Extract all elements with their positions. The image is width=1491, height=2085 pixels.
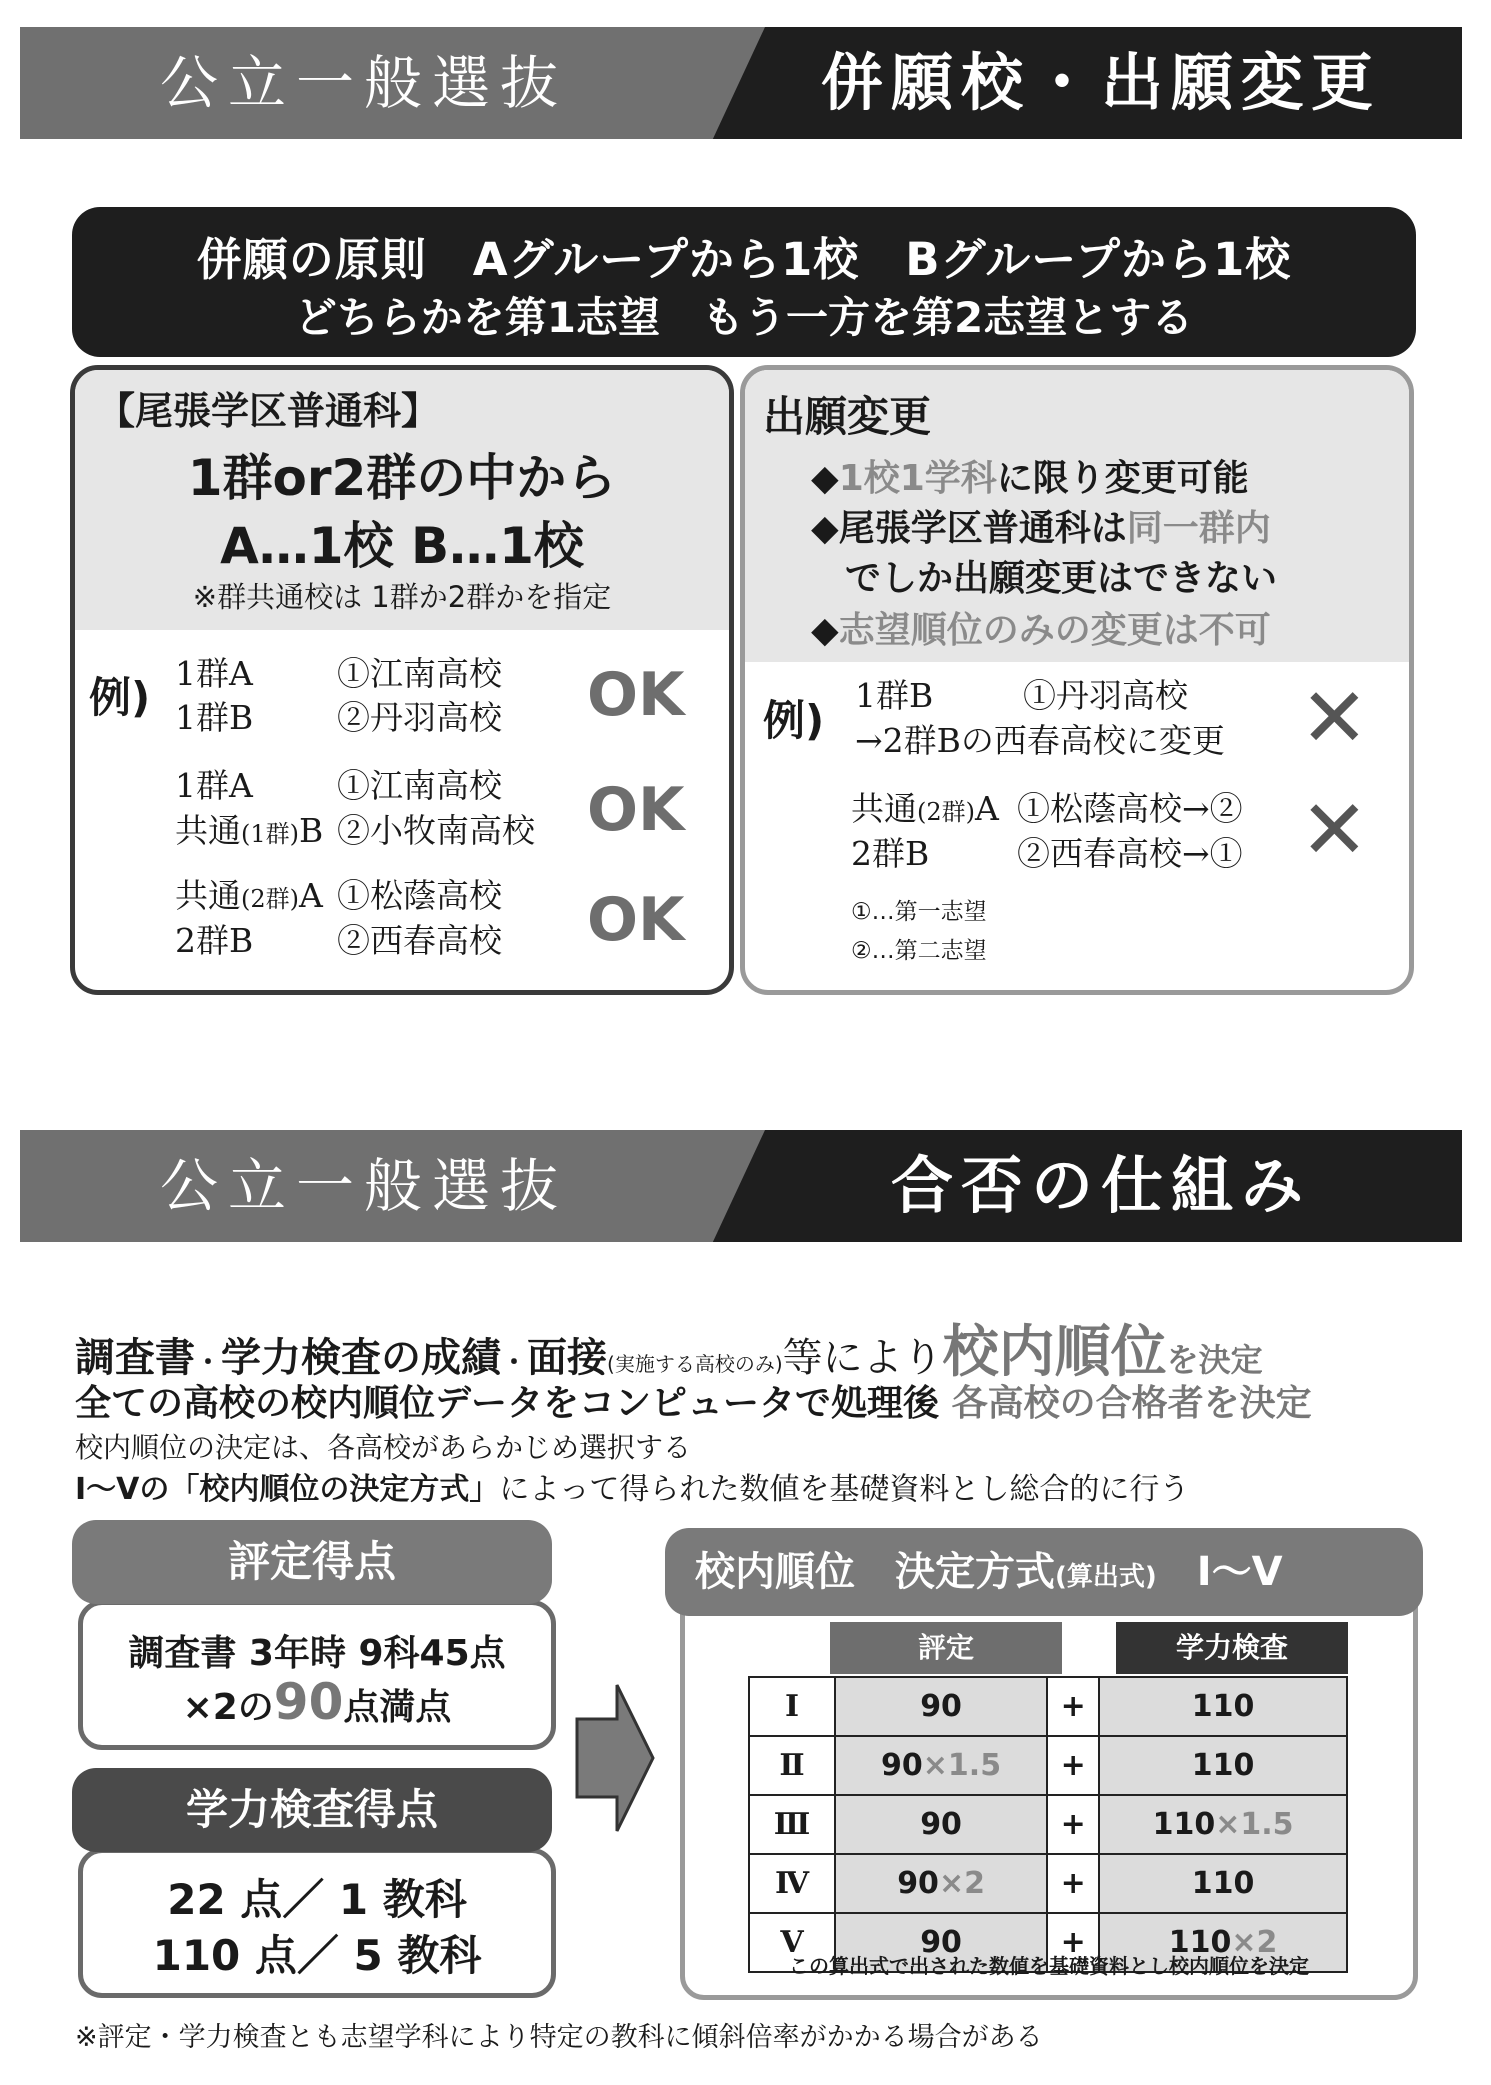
change-panel-header xyxy=(745,370,1409,662)
gakuryoku-value: 110 xyxy=(1099,1736,1347,1795)
ex2-a-school: ①江南高校 xyxy=(337,766,502,805)
diamond-icon: ◆ xyxy=(811,508,839,549)
cross-icon: ✕ xyxy=(1300,671,1369,766)
rule-2: ◆尾張学区普通科は同一群内 xyxy=(811,508,1271,549)
hyotei-value: 90 xyxy=(835,1795,1047,1854)
owari-panel xyxy=(70,365,734,995)
change-ex2-b-group: 2群B xyxy=(851,834,930,873)
row-number: Ⅰ xyxy=(749,1677,835,1736)
example-label: 例) xyxy=(89,673,151,722)
ex2-b-school: ②小牧南高校 xyxy=(337,811,535,850)
plus-sign: + xyxy=(1047,1795,1099,1854)
hyotei-value: 90×2 xyxy=(835,1854,1047,1913)
change-ex2-b-school: ②西春高校→① xyxy=(1017,834,1243,873)
ex3-b-school: ②西春高校 xyxy=(337,921,502,960)
intro-line3: 校内順位の決定は、各高校があらかじめ選択する xyxy=(75,1431,692,1464)
intro-line4: Ⅰ～Ⅴの「校内順位の決定方式」によって得られた数値を基礎資料とし総合的に行う xyxy=(75,1472,1190,1507)
right-arrow-icon xyxy=(575,1683,655,1833)
bottom-note: ※評定・学力検査とも志望学科により特定の教科に傾斜倍率がかかる場合がある xyxy=(75,2022,1043,2053)
cross-icon: ✕ xyxy=(1300,783,1369,878)
row-number: Ⅴ xyxy=(749,1913,835,1972)
plus-sign: + xyxy=(1047,1736,1099,1795)
method-row-1 xyxy=(749,1677,1347,1736)
ex1-ok-badge: OK xyxy=(587,660,685,730)
gakuryoku-line1: 22 点／ 1 教科 xyxy=(167,1875,467,1924)
method-row-4 xyxy=(749,1854,1347,1913)
method-table xyxy=(748,1676,1348,1973)
ex3-a-school: ①松蔭高校 xyxy=(337,876,502,915)
ex2-ok-badge: OK xyxy=(587,775,685,845)
row-number: Ⅳ xyxy=(749,1854,835,1913)
principle-box xyxy=(72,207,1416,357)
change-title: 出願変更 xyxy=(763,392,932,441)
legend-second-choice: ②…第二志望 xyxy=(851,938,987,964)
diamond-icon: ◆ xyxy=(811,610,839,651)
section1-header-right: 併願校・出願変更 xyxy=(820,46,1381,119)
owari-head2: A…1校 B…1校 xyxy=(220,517,584,575)
method-title: 校内順位 決定方式(算出式) Ⅰ～Ⅴ xyxy=(665,1528,1423,1616)
change-panel xyxy=(740,365,1414,995)
change-ex2-a-school: ①松蔭高校→② xyxy=(1017,789,1243,828)
ex1-a-school: ①江南高校 xyxy=(337,654,502,693)
plus-sign: + xyxy=(1047,1913,1099,1972)
hyotei-value: 90 xyxy=(835,1677,1047,1736)
hyotei-value: 90×1.5 xyxy=(835,1736,1047,1795)
method-row-3 xyxy=(749,1795,1347,1854)
rule-2-cont: でしか出願変更はできない xyxy=(845,558,1278,599)
gakuryoku-line2: 110 点／ 5 教科 xyxy=(152,1931,482,1980)
section1-header-left: 公立一般選抜 xyxy=(160,49,569,117)
section2-header xyxy=(20,1130,1462,1242)
gakuryoku-value: 110×1.5 xyxy=(1099,1795,1347,1854)
change-ex1-school: ①丹羽高校 xyxy=(1023,676,1188,715)
ex3-a-group: 共通(2群)A xyxy=(175,876,323,915)
hyotei-title: 評定得点 xyxy=(72,1520,552,1604)
col-gakuryoku: 学力検査 xyxy=(1116,1622,1348,1674)
hyotei-card xyxy=(78,1600,556,1750)
ex3-b-group: 2群B xyxy=(175,921,254,960)
change-ex1-change: →2群Bの西春高校に変更 xyxy=(855,721,1225,760)
legend-first-choice: ①…第一志望 xyxy=(851,899,987,925)
owari-title: 【尾張学区普通科】 xyxy=(97,389,440,433)
hyotei-line1: 調査書 3年時 9科45点 xyxy=(128,1633,506,1674)
owari-head1: 1群or2群の中から xyxy=(187,449,617,507)
ex2-a-group: 1群A xyxy=(175,766,253,805)
gakuryoku-value: 110 xyxy=(1099,1854,1347,1913)
principle-line1: 併願の原則 Aグループから1校 Bグループから1校 xyxy=(196,233,1292,286)
owari-panel-header xyxy=(75,370,729,630)
plus-sign: + xyxy=(1047,1677,1099,1736)
principle-line2: どちらかを第1志望 もう一方を第2志望とする xyxy=(294,293,1194,342)
ex3-ok-badge: OK xyxy=(587,885,685,955)
section2-header-right: 合否の仕組み xyxy=(890,1149,1311,1222)
ex1-b-school: ②丹羽高校 xyxy=(337,698,502,737)
row-number: Ⅱ xyxy=(749,1736,835,1795)
gakuryoku-value: 110 xyxy=(1099,1677,1347,1736)
owari-note: ※群共通校は 1群か2群かを指定 xyxy=(192,580,612,614)
gakuryoku-card xyxy=(78,1848,556,1998)
plus-sign: + xyxy=(1047,1854,1099,1913)
col-hyotei: 評定 xyxy=(830,1622,1062,1674)
rule-3: ◆志望順位のみの変更は不可 xyxy=(811,610,1271,651)
change-ex1-group: 1群B xyxy=(855,676,934,715)
intro-line2: 全ての高校の校内順位データをコンピュータで処理後 各高校の合格者を決定 xyxy=(75,1383,1312,1424)
hyotei-line2: ×2の90点満点 xyxy=(182,1673,452,1731)
rule-1: ◆1校1学科に限り変更可能 xyxy=(811,458,1249,499)
hyotei-value: 90 xyxy=(835,1913,1047,1972)
method-row-2 xyxy=(749,1736,1347,1795)
change-ex2-a-group: 共通(2群)A xyxy=(851,789,999,828)
row-number: Ⅲ xyxy=(749,1795,835,1854)
section2-header-left: 公立一般選抜 xyxy=(160,1152,569,1220)
example-label: 例) xyxy=(763,696,825,745)
diamond-icon: ◆ xyxy=(811,458,839,499)
ex2-b-group: 共通(1群)B xyxy=(175,811,324,850)
ex1-b-group: 1群B xyxy=(175,698,254,737)
gakuryoku-value: 110×2 xyxy=(1099,1913,1347,1972)
gakuryoku-title: 学力検査得点 xyxy=(72,1768,552,1852)
method-footnote: この算出式で出された数値を基礎資料とし校内順位を決定 xyxy=(789,1954,1309,1978)
intro-line1: 調査書・学力検査の成績・面接(実施する高校のみ)等により校内順位を決定 xyxy=(75,1320,1263,1385)
ex1-a-group: 1群A xyxy=(175,654,253,693)
section1-header xyxy=(20,27,1462,139)
